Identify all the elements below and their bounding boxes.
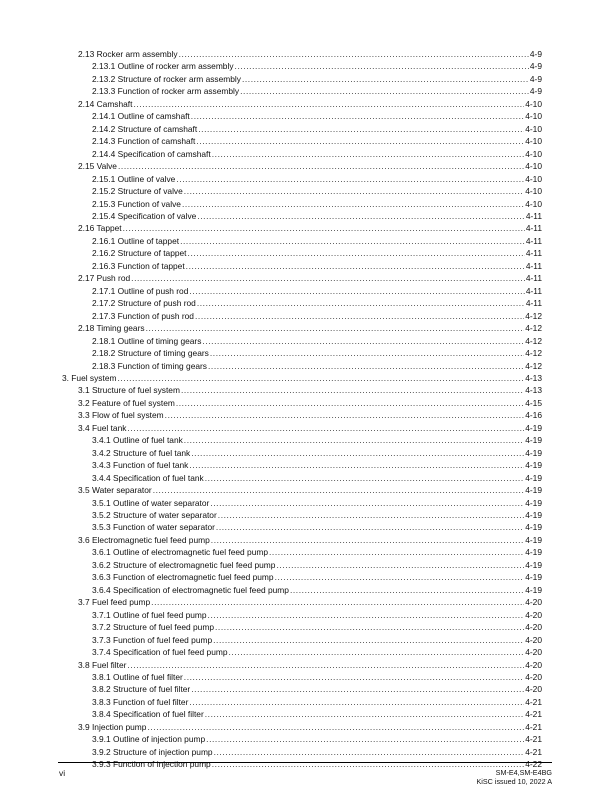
page-number: vi xyxy=(59,768,66,778)
toc-entry-page: 4-10 xyxy=(525,98,542,109)
toc-entry-title: 2.14 Camshaft xyxy=(78,98,133,109)
dot-leader xyxy=(189,696,524,708)
toc-entry[interactable] xyxy=(92,135,542,147)
dot-leader xyxy=(213,634,524,646)
dot-leader xyxy=(208,360,524,372)
toc-entry-title: 3.8 Fuel filter xyxy=(78,659,127,670)
toc-entry-page: 4-10 xyxy=(525,148,542,159)
dot-leader xyxy=(240,85,529,97)
document-code: SM-E4,SM-E4BG xyxy=(495,768,552,777)
toc-entry[interactable] xyxy=(78,409,542,421)
dot-leader xyxy=(146,322,525,334)
toc-entry-page: 4-13 xyxy=(525,385,542,396)
toc-entry-title: 3.5.1 Outline of water separator xyxy=(92,497,210,508)
toc-entry[interactable] xyxy=(92,335,542,347)
dot-leader xyxy=(290,584,524,596)
toc-entry[interactable] xyxy=(92,571,542,583)
toc-entry-page: 4-9 xyxy=(529,73,542,84)
toc-entry-title: 3.6.4 Specification of electromagnetic fuel feed pump xyxy=(92,584,289,595)
toc-entry-title: 3.4 Fuel tank xyxy=(78,422,127,433)
toc-entry-page: 4-20 xyxy=(525,609,542,620)
toc-entry-title: 2.18.2 Structure of timing gears xyxy=(92,348,209,359)
toc-entry-title: 3.9.1 Outline of injection pump xyxy=(92,734,206,745)
toc-entry[interactable] xyxy=(92,708,542,720)
dot-leader xyxy=(184,671,524,683)
toc-entry[interactable] xyxy=(92,509,542,521)
toc-entry-title: 2.16 Tappet xyxy=(78,223,122,234)
toc-entry[interactable] xyxy=(78,384,542,396)
dot-leader xyxy=(181,384,524,396)
dot-leader xyxy=(186,260,525,272)
dot-leader xyxy=(218,509,524,521)
toc-entry-page: 4-16 xyxy=(525,410,542,421)
toc-entry-title: 3.3 Flow of fuel system xyxy=(78,410,164,421)
toc-entry-title: 3.8.2 Structure of fuel filter xyxy=(92,684,191,695)
dot-leader xyxy=(184,434,524,446)
toc-entry-title: 3.7.4 Specification of fuel feed pump xyxy=(92,647,228,658)
toc-entry[interactable] xyxy=(92,148,542,160)
toc-entry-title: 3.4.1 Outline of fuel tank xyxy=(92,435,183,446)
toc-entry-page: 4-21 xyxy=(525,734,542,745)
toc-entry[interactable] xyxy=(92,360,542,372)
dot-leader xyxy=(123,222,525,234)
toc-entry-title: 3.5 Water separator xyxy=(78,485,152,496)
toc-entry-title: 2.14.4 Specification of camshaft xyxy=(92,148,211,159)
toc-entry[interactable] xyxy=(92,310,542,322)
dot-leader xyxy=(212,758,525,770)
toc-entry-page: 4-19 xyxy=(525,447,542,458)
dot-leader xyxy=(133,98,524,110)
toc-entry-page: 4-19 xyxy=(525,572,542,583)
dot-leader xyxy=(151,596,524,608)
toc-entry-page: 4-11 xyxy=(525,235,542,246)
toc-entry-page: 4-20 xyxy=(525,597,542,608)
toc-entry-title: 2.15.2 Structure of valve xyxy=(92,186,183,197)
toc-entry-page: 4-10 xyxy=(525,173,542,184)
toc-entry[interactable] xyxy=(92,459,542,471)
toc-entry-page: 4-19 xyxy=(525,472,542,483)
dot-leader xyxy=(188,247,525,259)
toc-entry-page: 4-21 xyxy=(525,721,542,732)
dot-leader xyxy=(189,459,524,471)
toc-entry-page: 4-12 xyxy=(525,335,542,346)
dot-leader xyxy=(229,646,525,658)
dot-leader xyxy=(208,609,525,621)
dot-leader xyxy=(180,235,525,247)
toc-entry-page: 4-13 xyxy=(525,372,542,383)
dot-leader xyxy=(198,123,524,135)
toc-entry-title: 2.15.4 Specification of valve xyxy=(92,210,197,221)
toc-entry-page: 4-12 xyxy=(525,360,542,371)
toc-entry[interactable] xyxy=(78,397,542,409)
dot-leader xyxy=(153,484,525,496)
toc-entry[interactable] xyxy=(92,584,542,596)
toc-entry-page: 4-9 xyxy=(529,86,542,97)
toc-entry[interactable] xyxy=(92,185,542,197)
toc-entry-title: 3.9 Injection pump xyxy=(78,721,147,732)
toc-entry-page: 4-20 xyxy=(525,672,542,682)
toc-entry-page: 4-11 xyxy=(525,298,542,309)
toc-entry-title: 3.4.3 Function of fuel tank xyxy=(92,460,189,471)
toc-entry-page: 4-20 xyxy=(525,634,542,645)
toc-entry-page: 4-19 xyxy=(525,534,542,545)
toc-entry[interactable] xyxy=(92,671,542,683)
toc-entry-title: 2.14.2 Structure of camshaft xyxy=(92,123,198,134)
toc-entry[interactable] xyxy=(92,297,542,309)
toc-entry[interactable] xyxy=(78,272,542,284)
toc-entry-page: 4-9 xyxy=(529,61,542,72)
dot-leader xyxy=(212,148,525,160)
toc-entry-title: 3.6 Electromagnetic fuel feed pump xyxy=(78,534,210,545)
toc-entry[interactable] xyxy=(92,73,542,85)
toc-entry-title: 2.15.3 Function of valve xyxy=(92,198,181,209)
toc-entry[interactable] xyxy=(92,696,542,708)
toc-entry-page: 4-20 xyxy=(525,684,542,695)
toc-entry-page: 4-15 xyxy=(525,397,542,408)
toc-entry-page: 4-10 xyxy=(525,198,542,209)
toc-entry-page: 4-10 xyxy=(525,186,542,197)
toc-entry[interactable] xyxy=(92,260,542,272)
toc-entry-page: 4-12 xyxy=(525,310,542,321)
toc-entry-title: 2.13.2 Structure of rocker arm assembly xyxy=(92,73,241,84)
toc-entry-page: 4-10 xyxy=(525,111,542,122)
toc-entry[interactable] xyxy=(92,60,542,72)
toc-entry[interactable] xyxy=(78,596,542,608)
toc-entry[interactable] xyxy=(92,447,542,459)
toc-entry-title: 3.5.2 Structure of water separator xyxy=(92,510,217,521)
toc-entry-page: 4-21 xyxy=(525,709,542,720)
toc-entry-page: 4-11 xyxy=(525,248,542,259)
toc-entry[interactable] xyxy=(92,472,542,484)
dot-leader xyxy=(182,198,524,210)
toc-entry-page: 4-19 xyxy=(525,522,542,533)
toc-entry-title: 3.5.3 Function of water separator xyxy=(92,522,215,533)
dot-leader xyxy=(179,48,529,60)
toc-entry-title: 2.16.2 Structure of tappet xyxy=(92,248,187,259)
toc-entry-page: 4-19 xyxy=(525,510,542,521)
toc-entry[interactable] xyxy=(92,609,542,621)
toc-entry[interactable] xyxy=(78,222,542,234)
dot-leader xyxy=(242,73,529,85)
toc-entry-title: 2.13.3 Function of rocker arm assembly xyxy=(92,86,240,97)
toc-entry-title: 2.17 Push rod xyxy=(78,273,131,284)
toc-entry[interactable] xyxy=(92,434,542,446)
dot-leader xyxy=(214,746,525,758)
toc-entry-title: 2.15 Valve xyxy=(78,161,117,172)
toc-entry-page: 4-19 xyxy=(525,584,542,595)
toc-entry[interactable] xyxy=(78,48,542,60)
toc-entry[interactable] xyxy=(92,621,542,633)
toc-entry-title: 3.7.3 Function of fuel feed pump xyxy=(92,634,213,645)
dot-leader xyxy=(211,534,524,546)
toc-entry-page: 4-19 xyxy=(525,485,542,496)
dot-leader xyxy=(197,297,525,309)
toc-entry-page: 4-11 xyxy=(525,260,542,271)
dot-leader xyxy=(202,335,524,347)
toc-entry[interactable] xyxy=(92,733,542,745)
toc-entry-page: 4-19 xyxy=(525,559,542,570)
toc-entry-title: 3.2 Feature of fuel system xyxy=(78,397,175,408)
toc-entry[interactable] xyxy=(78,422,542,434)
dot-leader xyxy=(176,397,524,409)
toc-entry-title: 2.16.1 Outline of tappet xyxy=(92,235,180,246)
toc-entry-page: 4-19 xyxy=(525,435,542,446)
issue-info: KiSC issued 10, 2022 A xyxy=(476,777,552,786)
toc-entry[interactable] xyxy=(62,372,542,384)
toc-entry[interactable] xyxy=(78,721,542,733)
dot-leader xyxy=(147,721,524,733)
toc-entry-title: 3.4.2 Structure of fuel tank xyxy=(92,447,191,458)
toc-entry-page: 4-12 xyxy=(525,323,542,334)
toc-entry-title: 3.9.2 Structure of injection pump xyxy=(92,746,213,757)
toc-entry[interactable] xyxy=(92,285,542,297)
toc-entry[interactable] xyxy=(92,746,542,758)
toc-entry-title: 2.18.1 Outline of timing gears xyxy=(92,335,202,346)
toc-entry[interactable] xyxy=(92,173,542,185)
dot-leader xyxy=(127,659,524,671)
toc-entry-title: 2.15.1 Outline of valve xyxy=(92,173,176,184)
toc-entry-title: 2.16.3 Function of tappet xyxy=(92,260,185,271)
dot-leader xyxy=(191,110,524,122)
dot-leader xyxy=(276,559,524,571)
toc-entry-title: 3.7.1 Outline of fuel feed pump xyxy=(92,609,207,620)
toc-entry-title: 3.8.1 Outline of fuel filter xyxy=(92,672,183,682)
toc-entry-title: 3.7.2 Structure of fuel feed pump xyxy=(92,622,214,633)
toc-entry-title: 3. Fuel system xyxy=(62,372,117,383)
toc-entry[interactable] xyxy=(78,484,542,496)
dot-leader xyxy=(269,546,524,558)
toc-entry-page: 4-11 xyxy=(525,273,542,284)
toc-entry-title: 3.6.3 Function of electromagnetic fuel feed pump xyxy=(92,572,274,583)
toc-entry-page: 4-12 xyxy=(525,348,542,359)
toc-entry[interactable] xyxy=(92,235,542,247)
dot-leader xyxy=(131,272,525,284)
toc-entry-title: 3.4.4 Specification of fuel tank xyxy=(92,472,204,483)
toc-entry[interactable] xyxy=(78,534,542,546)
toc-entry-title: 2.17.1 Outline of push rod xyxy=(92,285,189,296)
toc-entry-title: 2.13.1 Outline of rocker arm assembly xyxy=(92,61,234,72)
toc-entry-page: 4-19 xyxy=(525,422,542,433)
toc-entry-page: 4-19 xyxy=(525,460,542,471)
toc-entry-title: 3.1 Structure of fuel system xyxy=(78,385,180,396)
toc-entry-title: 3.9.3 Function of injection pump xyxy=(92,759,211,770)
toc-entry[interactable] xyxy=(92,521,542,533)
toc-entry[interactable] xyxy=(92,210,542,222)
dot-leader xyxy=(206,733,524,745)
toc-entry[interactable] xyxy=(92,85,542,97)
dot-leader xyxy=(275,571,525,583)
dot-leader xyxy=(118,160,524,172)
toc-entry[interactable] xyxy=(92,123,542,135)
toc-entry-page: 4-20 xyxy=(525,659,542,670)
toc-entry-title: 3.8.4 Specification of fuel filter xyxy=(92,709,204,720)
toc-entry-title: 2.17.3 Function of push rod xyxy=(92,310,194,321)
toc-entry-page: 4-20 xyxy=(525,622,542,633)
dot-leader xyxy=(235,60,529,72)
toc-entry-page: 4-10 xyxy=(525,161,542,172)
toc-entry-title: 2.18.3 Function of timing gears xyxy=(92,360,207,371)
toc-entry-page: 4-11 xyxy=(525,223,542,234)
dot-leader xyxy=(184,185,524,197)
toc-entry[interactable] xyxy=(92,247,542,259)
dot-leader xyxy=(191,447,524,459)
footer-divider xyxy=(58,762,552,763)
toc-entry-page: 4-11 xyxy=(525,210,542,221)
toc-entry-page: 4-10 xyxy=(525,123,542,134)
toc-entry-page: 4-9 xyxy=(529,49,542,59)
toc-entry[interactable] xyxy=(92,347,542,359)
toc-entry-page: 4-11 xyxy=(525,285,542,296)
dot-leader xyxy=(205,708,525,720)
toc-entry[interactable] xyxy=(92,546,542,558)
toc-entry-title: 3.6.2 Structure of electromagnetic fuel feed pump xyxy=(92,559,276,570)
dot-leader xyxy=(210,347,524,359)
toc-entry-page: 4-19 xyxy=(525,497,542,508)
dot-leader xyxy=(176,173,524,185)
toc-entry-page: 4-20 xyxy=(525,647,542,658)
toc-entry[interactable] xyxy=(92,634,542,646)
toc-entry-title: 3.7 Fuel feed pump xyxy=(78,597,151,608)
toc-entry[interactable] xyxy=(78,98,542,110)
dot-leader xyxy=(197,210,525,222)
dot-leader xyxy=(189,285,524,297)
toc-entry[interactable] xyxy=(78,659,542,671)
dot-leader xyxy=(165,409,525,421)
toc-entry[interactable] xyxy=(92,110,542,122)
toc-entry[interactable] xyxy=(78,160,542,172)
dot-leader xyxy=(196,135,524,147)
toc-entry-title: 2.13 Rocker arm assembly xyxy=(78,49,178,59)
toc-entry-title: 2.18 Timing gears xyxy=(78,323,145,334)
toc-entry-title: 3.6.1 Outline of electromagnetic fuel feed pump xyxy=(92,547,268,558)
dot-leader xyxy=(127,422,524,434)
toc-entry-title: 2.17.2 Structure of push rod xyxy=(92,298,196,309)
toc-entry[interactable] xyxy=(92,646,542,658)
dot-leader xyxy=(205,472,524,484)
toc-entry[interactable] xyxy=(92,559,542,571)
toc-entry-page: 4-10 xyxy=(525,136,542,147)
toc-entry-page: 4-21 xyxy=(525,746,542,757)
dot-leader xyxy=(191,683,524,695)
dot-leader xyxy=(216,521,524,533)
dot-leader xyxy=(215,621,524,633)
toc-entry-title: 2.14.3 Function of camshaft xyxy=(92,136,196,147)
toc-entry-title: 3.8.3 Function of fuel filter xyxy=(92,696,189,707)
toc-entry-page: 4-19 xyxy=(525,547,542,558)
toc-entry-page: 4-21 xyxy=(525,696,542,707)
toc-entry[interactable] xyxy=(78,322,542,334)
toc-entry[interactable] xyxy=(92,758,542,770)
toc-entry-page: 4-22 xyxy=(525,759,542,770)
toc-entry[interactable] xyxy=(92,497,542,509)
toc-entry-title: 2.14.1 Outline of camshaft xyxy=(92,111,190,122)
dot-leader xyxy=(117,372,524,384)
toc-entry[interactable] xyxy=(92,683,542,695)
dot-leader xyxy=(210,497,524,509)
dot-leader xyxy=(195,310,524,322)
toc-entry[interactable] xyxy=(92,198,542,210)
